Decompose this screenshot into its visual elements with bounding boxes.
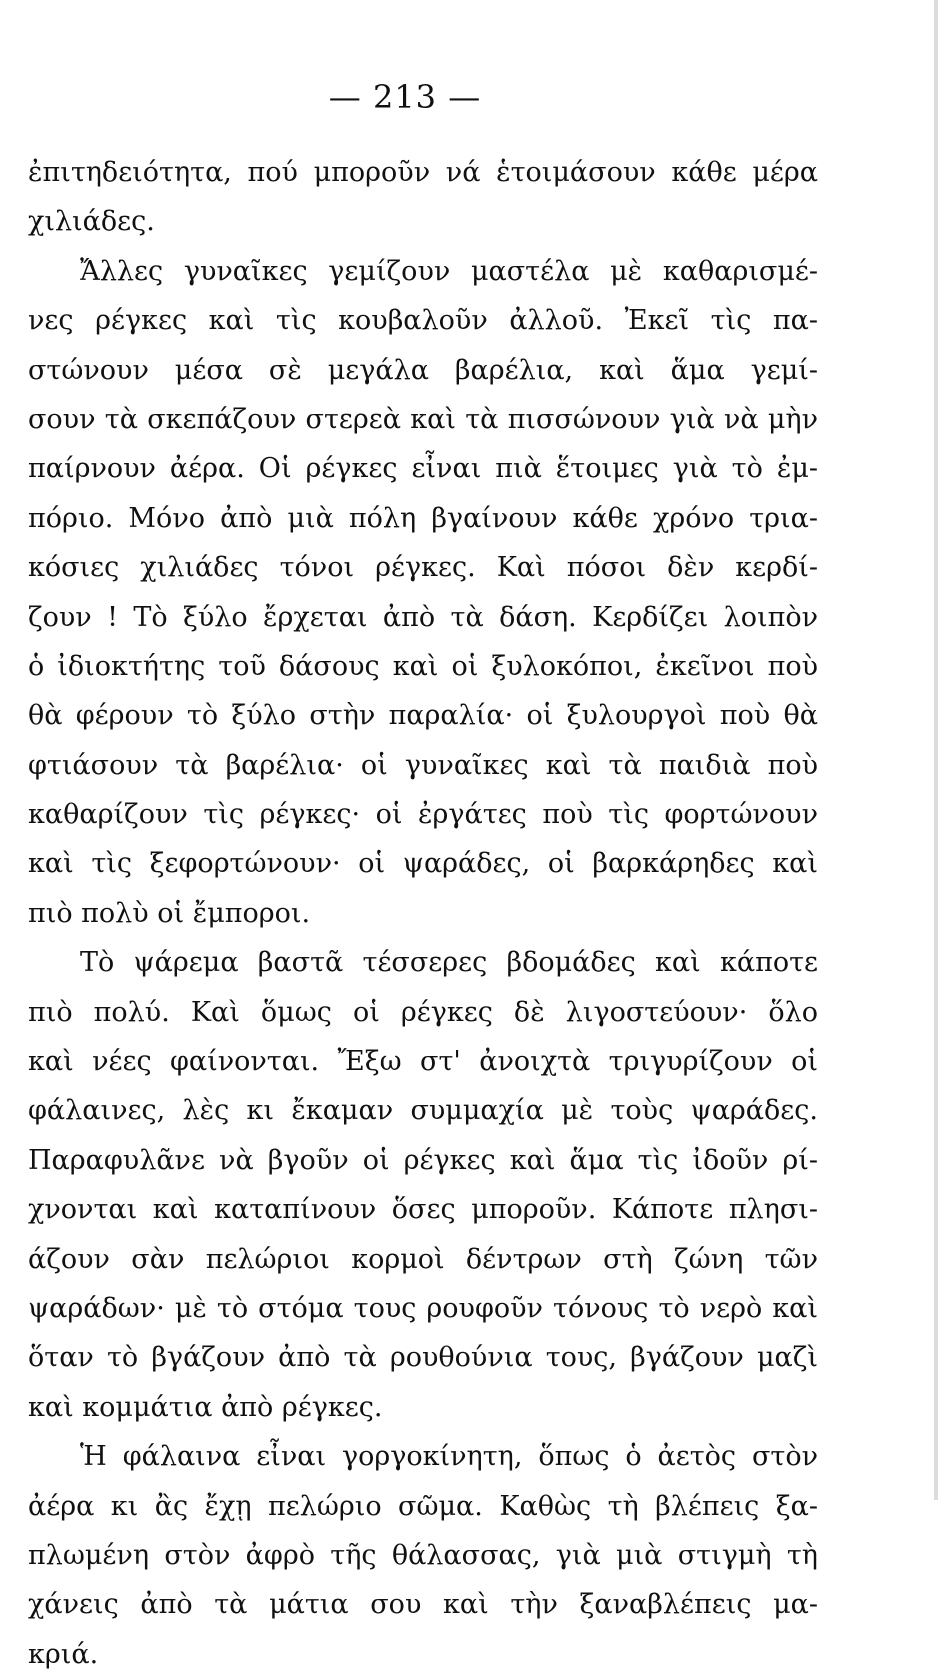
text-line: Τὸ ψάρεμα βαστᾶ τέσσερες βδομάδες καὶ κάποτε [80, 947, 818, 979]
text-line: χνονται καὶ καταπίνουν ὅσες μποροῦν. Κάποτε πλησι- [28, 1194, 818, 1226]
text-line: Ἡ φάλαινα εἶναι γοργοκίνητη, ὅπως ὁ ἀετὸς στὸν [80, 1441, 818, 1473]
text-line: πιὸ πολὺ οἱ ἔμποροι. [28, 897, 311, 929]
page-edge-shadow [934, 0, 938, 1500]
text-line: νες ρέγκες καὶ τὶς κουβαλοῦν ἀλλοῦ. Ἐκεῖ τὶς πα- [28, 305, 818, 337]
page-number: — 213 — [328, 78, 482, 116]
text-line: Ἄλλες γυναῖκες γεμίζουν μαστέλα μὲ καθαρισμέ- [80, 255, 818, 287]
text-line: καὶ κομμάτια ἀπὸ ρέγκες. [28, 1391, 383, 1423]
text-line: φτιάσουν τὰ βαρέλια· οἱ γυναῖκες καὶ τὰ παιδιὰ ποὺ [28, 749, 818, 781]
text-line: χιλιάδες. [28, 206, 155, 238]
text-line: σουν τὰ σκεπάζουν στερεὰ καὶ τὰ πισσώνουν γιὰ νὰ μὴν [28, 403, 818, 435]
text-line: χάνεις ἀπὸ τὰ μάτια σου καὶ τὴν ξαναβλέπεις μα- [28, 1589, 818, 1621]
text-line: πλωμένη στὸν ἀφρὸ τῆς θάλασσας, γιὰ μιὰ στιγμὴ τὴ [28, 1539, 818, 1571]
text-line: πιὸ πολύ. Καὶ ὅμως οἱ ρέγκες δὲ λιγοστεύουν· ὅλο [28, 996, 818, 1028]
text-line: ἐπιτηδειότητα, πού μποροῦν νά ἑτοιμάσουν κάθε μέρα [28, 157, 818, 188]
text-line: κριά. [28, 1638, 99, 1670]
text-line: φάλαινες, λὲς κι ἔκαμαν συμμαχία μὲ τοὺς ψαράδες. [28, 1095, 818, 1127]
text-line: ὁ ἰδιοκτήτης τοῦ δάσους καὶ οἱ ξυλοκόποι, ἐκεῖνοι ποὺ [28, 650, 818, 682]
text-line: καθαρίζουν τὶς ρέγκες· οἱ ἐργάτες ποὺ τὶς φορτώνουν [28, 799, 818, 831]
body-text [28, 148, 818, 1679]
text-line: ψαράδων· μὲ τὸ στόμα τους ρουφοῦν τόνους τὸ νερὸ καὶ [28, 1292, 818, 1324]
text-line: Παραφυλᾶνε νὰ βγοῦν οἱ ρέγκες καὶ ἅμα τὶς ἰδοῦν ρί- [28, 1144, 818, 1176]
text-line: παίρνουν ἀέρα. Οἱ ρέγκες εἶναι πιὰ ἕτοιμες γιὰ τὸ ἐμ- [28, 453, 818, 485]
text-line: στώνουν μέσα σὲ μεγάλα βαρέλια, καὶ ἅμα γεμί- [28, 354, 818, 386]
text-line: ζουν ! Τὸ ξύλο ἔρχεται ἀπὸ τὰ δάση. Κερδίζει λοιπὸν [28, 601, 818, 633]
text-line: θὰ φέρουν τὸ ξύλο στὴν παραλία· οἱ ξυλουργοὶ ποὺ θὰ [28, 700, 818, 732]
text-line: καὶ νέες φαίνονται. Ἔξω στ' ἀνοιχτὰ τριγυρίζουν οἱ [28, 1046, 818, 1078]
text-line: καὶ τὶς ξεφορτώνουν· οἱ ψαράδες, οἱ βαρκάρηδες καὶ [28, 848, 818, 880]
text-line: πόριο. Μόνο ἀπὸ μιὰ πόλη βγαίνουν κάθε χρόνο τρια- [28, 502, 818, 534]
text-line: ἀέρα κι ἂς ἔχῃ πελώριο σῶμα. Καθὼς τὴ βλέπεις ξα- [28, 1490, 818, 1522]
text-line: κόσιες χιλιάδες τόνοι ρέγκες. Καὶ πόσοι δὲν κερδί- [28, 552, 818, 584]
text-line: ὅταν τὸ βγάζουν ἀπὸ τὰ ρουθούνια τους, βγάζουν μαζὶ [28, 1342, 818, 1374]
text-line: άζουν σὰν πελώριοι κορμοὶ δέντρων στὴ ζώνη τῶν [28, 1243, 818, 1275]
